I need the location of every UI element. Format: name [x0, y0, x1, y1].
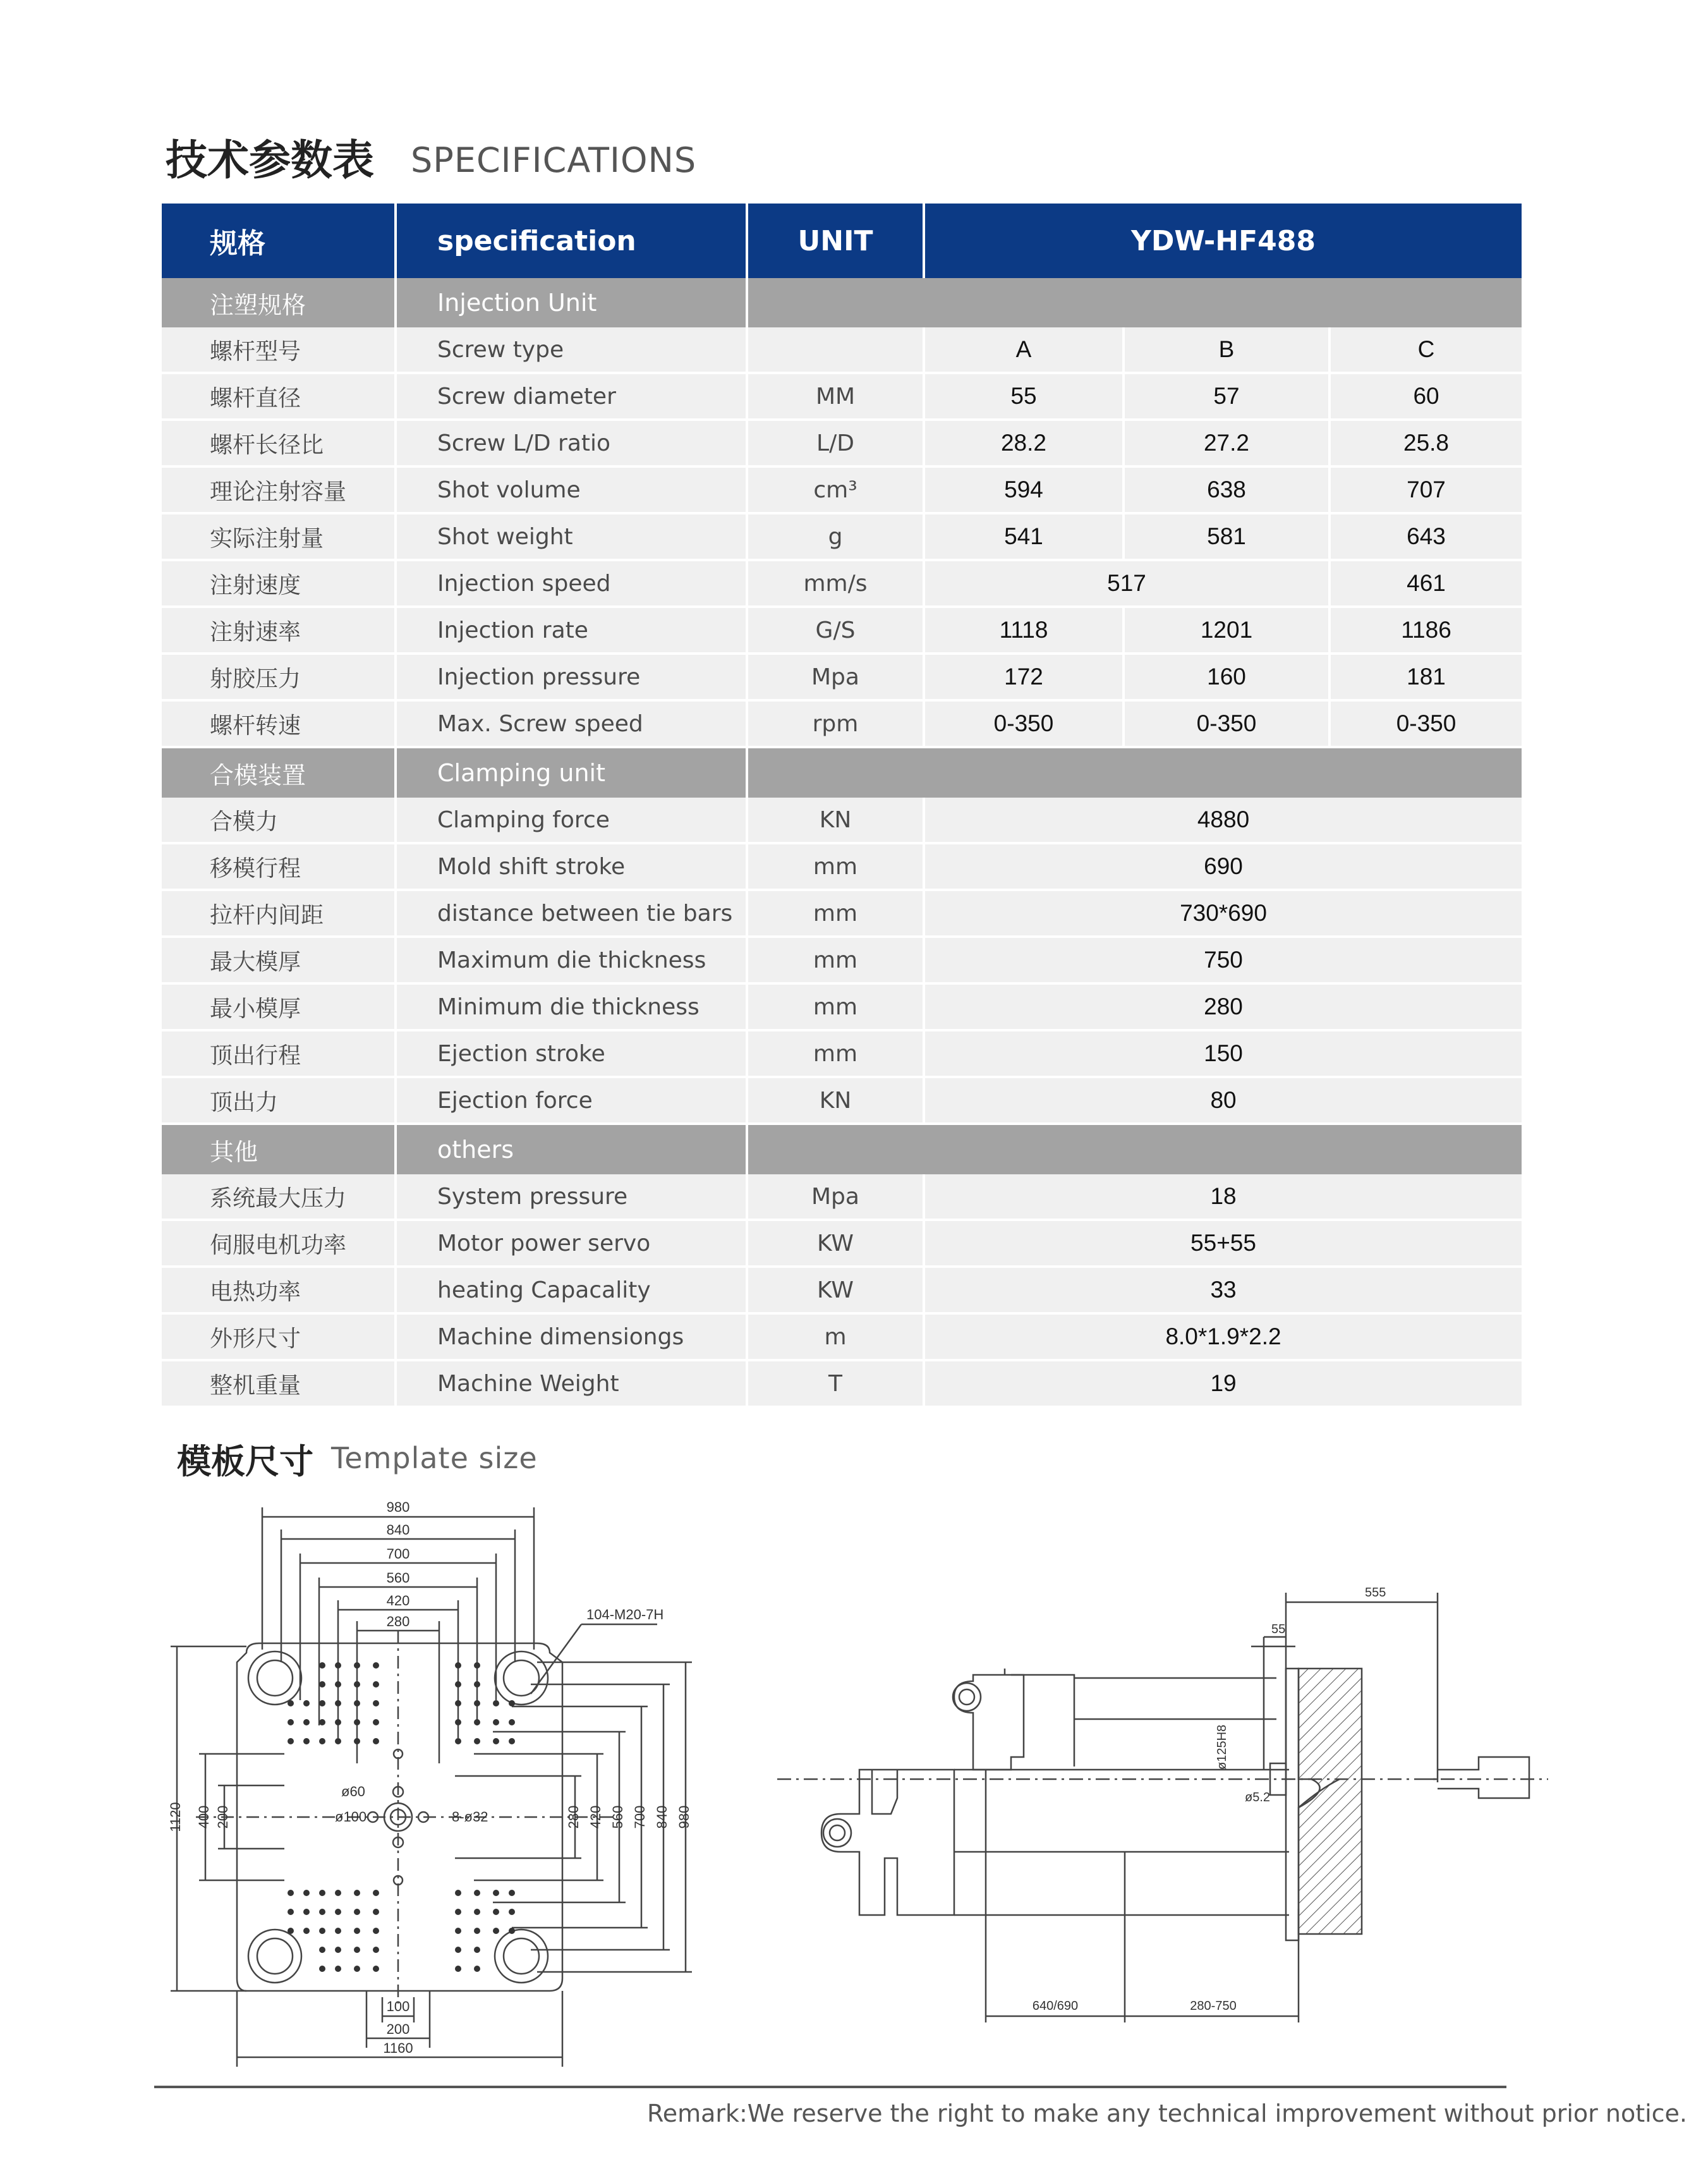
row-label-cn: 电热功率 — [162, 1267, 396, 1313]
section-label-cn: 合模装置 — [162, 747, 396, 798]
row-label-en: Max. Screw speed — [396, 700, 747, 747]
table-row — [162, 1174, 1522, 1220]
bolt-hole-dot — [493, 1890, 499, 1896]
row-label-cn: 最大模厚 — [162, 937, 396, 983]
section-label-en: Clamping unit — [396, 747, 747, 798]
bolt-hole-dot — [474, 1738, 480, 1744]
bolt-hole-dot — [335, 1719, 341, 1725]
section-blank — [747, 747, 1522, 798]
remark-text: Remark:We reserve the right to make any technical improvement without prior notice. — [647, 2100, 1688, 2127]
row-label-cn: 螺杆转速 — [162, 700, 396, 747]
row-unit: T — [747, 1360, 924, 1407]
phi125-label: ø125H8 — [1215, 1724, 1229, 1770]
table-row — [162, 327, 1522, 373]
dim-label: 840 — [386, 1522, 410, 1538]
bolt-hole-dot — [354, 1947, 360, 1953]
row-unit: cm³ — [747, 466, 924, 513]
row-unit: rpm — [747, 700, 924, 747]
bolt-hole-dot — [455, 1966, 461, 1972]
row-label-cn: 注射速率 — [162, 607, 396, 654]
row-value-c: 461 — [1329, 560, 1522, 607]
row-label-cn: 理论注射容量 — [162, 466, 396, 513]
bolt-hole-dot — [373, 1738, 379, 1744]
table-row — [162, 560, 1522, 607]
row-value-b: 0-350 — [1124, 700, 1329, 747]
bolt-hole-dot — [474, 1681, 480, 1688]
row-label-en: Maximum die thickness — [396, 937, 747, 983]
row-label-en: Mold shift stroke — [396, 843, 747, 890]
row-label-en: Machine dimensiongs — [396, 1313, 747, 1360]
row-label-en: Screw diameter — [396, 373, 747, 420]
bolt-hole-dot — [303, 1928, 310, 1934]
section-label-cn: 其他 — [162, 1124, 396, 1174]
dim-label: 200 — [386, 2021, 410, 2037]
row-label-cn: 伺服电机功率 — [162, 1220, 396, 1267]
row-label-cn: 螺杆型号 — [162, 327, 396, 373]
row-label-cn: 射胶压力 — [162, 654, 396, 700]
row-label-en: Screw type — [396, 327, 747, 373]
bolt-hole-dot — [474, 1947, 480, 1953]
row-value: 750 — [924, 937, 1522, 983]
row-unit: Mpa — [747, 1174, 924, 1220]
row-label-cn: 顶出力 — [162, 1077, 396, 1124]
header-cn: 规格 — [162, 204, 396, 278]
section-injection — [162, 278, 1522, 327]
table-row — [162, 890, 1522, 937]
bolt-hole-dot — [303, 1719, 310, 1725]
bolt-hole-dot — [335, 1890, 341, 1896]
bolt-hole-dot — [335, 1662, 341, 1669]
bolt-hole-dot — [455, 1719, 461, 1725]
bolt-hole-dot — [474, 1966, 480, 1972]
table-row — [162, 373, 1522, 420]
row-label-en: Ejection force — [396, 1077, 747, 1124]
bolt-hole-dot — [319, 1719, 325, 1725]
bolt-hole-dot — [354, 1966, 360, 1972]
row-value-c: 707 — [1329, 466, 1522, 513]
row-value-b: 581 — [1124, 513, 1329, 560]
row-value: 19 — [924, 1360, 1522, 1407]
bolt-hole-dot — [354, 1662, 360, 1669]
row-value-a: 172 — [924, 654, 1124, 700]
section-label-en: Injection Unit — [396, 278, 747, 327]
row-unit: mm — [747, 1030, 924, 1077]
row-value-a: A — [924, 327, 1124, 373]
row-value-b: 638 — [1124, 466, 1329, 513]
bolt-hole-dot — [373, 1890, 379, 1896]
row-label-en: Motor power servo — [396, 1220, 747, 1267]
bolt-hole-dot — [474, 1909, 480, 1915]
row-value-a: 541 — [924, 513, 1124, 560]
row-label-cn: 系统最大压力 — [162, 1174, 396, 1220]
row-value-a: 1118 — [924, 607, 1124, 654]
header-specification: specification — [396, 204, 747, 278]
bolt-hole-dot — [474, 1662, 480, 1669]
section-label-en: others — [396, 1124, 747, 1174]
row-value-a: 55 — [924, 373, 1124, 420]
row-value-ab: 517 — [924, 560, 1329, 607]
footer-divider — [154, 2086, 1506, 2088]
row-unit: mm — [747, 983, 924, 1030]
bolt-hole-dot — [335, 1947, 341, 1953]
row-label-en: Injection pressure — [396, 654, 747, 700]
phi100-label: ø100 — [335, 1809, 367, 1825]
bolt-hole-dot — [303, 1890, 310, 1896]
bolt-hole-dot — [319, 1947, 325, 1953]
bolt-hole-dot — [474, 1890, 480, 1896]
specification-table — [162, 204, 1522, 1408]
table-row — [162, 1077, 1522, 1124]
row-value-b: 57 — [1124, 373, 1329, 420]
dim-label: 55 — [1271, 1622, 1286, 1636]
bolt-hole-dot — [509, 1700, 515, 1706]
row-label-cn: 拉杆内间距 — [162, 890, 396, 937]
bolt-hole-dot — [493, 1909, 499, 1915]
bolt-hole-dot — [474, 1719, 480, 1725]
bolt-hole-dot — [493, 1719, 499, 1725]
row-value-c: 1186 — [1329, 607, 1522, 654]
bolt-hole-dot — [335, 1966, 341, 1972]
bolt-hole-dot — [509, 1738, 515, 1744]
bolt-hole-dot — [373, 1719, 379, 1725]
dim-label: 420 — [588, 1805, 603, 1829]
bolt-hole-dot — [335, 1681, 341, 1688]
spec-title-cn: 技术参数表 — [166, 136, 374, 185]
bolt-hole-dot — [373, 1700, 379, 1706]
dim-label: 1120 — [167, 1802, 183, 1832]
bolt-hole-dot — [335, 1738, 341, 1744]
bolt-hole-dot — [455, 1681, 461, 1688]
table-row — [162, 983, 1522, 1030]
phi52-label: ø5.2 — [1245, 1791, 1271, 1804]
dim-label: 1160 — [383, 2040, 413, 2056]
bolt-hole-dot — [509, 1928, 515, 1934]
row-value-b: 1201 — [1124, 607, 1329, 654]
row-label-en: Clamping force — [396, 798, 747, 843]
bolt-hole-dot — [303, 1909, 310, 1915]
row-unit: G/S — [747, 607, 924, 654]
spec-title-en: SPECIFICATIONS — [411, 140, 697, 180]
row-unit: mm — [747, 890, 924, 937]
bolt-hole-dot — [455, 1700, 461, 1706]
row-unit: MM — [747, 373, 924, 420]
dim-label: 560 — [386, 1570, 410, 1586]
section-blank — [747, 278, 1522, 327]
header-model: YDW-HF488 — [924, 204, 1522, 278]
row-value-c: 181 — [1329, 654, 1522, 700]
dim-label: 640/690 — [1032, 1999, 1079, 2013]
row-label-cn: 螺杆直径 — [162, 373, 396, 420]
bolt-hole-dot — [455, 1662, 461, 1669]
table-row — [162, 513, 1522, 560]
row-label-cn: 合模力 — [162, 798, 396, 843]
row-unit: L/D — [747, 420, 924, 466]
bolt-hole-dot — [288, 1928, 294, 1934]
bolt-hole-dot — [319, 1700, 325, 1706]
row-value-b: 27.2 — [1124, 420, 1329, 466]
bolt-hole-dot — [288, 1738, 294, 1744]
table-row — [162, 420, 1522, 466]
bolt-hole-dot — [303, 1738, 310, 1744]
bolt-hole-dot — [455, 1947, 461, 1953]
bolt-hole-dot — [354, 1700, 360, 1706]
bolt-hole-dot — [354, 1681, 360, 1688]
bolt-hole-dot — [319, 1966, 325, 1972]
bolt-hole-dot — [288, 1700, 294, 1706]
bolt-hole-dot — [509, 1909, 515, 1915]
dim-label: 700 — [632, 1805, 648, 1829]
bolt-hole-dot — [354, 1890, 360, 1896]
bolt-hole-dot — [493, 1738, 499, 1744]
row-label-cn: 最小模厚 — [162, 983, 396, 1030]
row-value: 8.0*1.9*2.2 — [924, 1313, 1522, 1360]
row-value: 150 — [924, 1030, 1522, 1077]
dim-label: 280-750 — [1190, 1999, 1237, 2013]
bolt-hole-dot — [373, 1947, 379, 1953]
callout-label: 104-M20-7H — [586, 1607, 664, 1622]
bolt-hole-dot — [319, 1738, 325, 1744]
phi60-label: ø60 — [341, 1784, 365, 1799]
bolt-hole-dot — [373, 1662, 379, 1669]
table-row — [162, 1313, 1522, 1360]
dim-label: 840 — [654, 1805, 670, 1829]
bolt-hole-dot — [493, 1928, 499, 1934]
dim-label: 420 — [386, 1593, 410, 1608]
section-clamping — [162, 747, 1522, 798]
table-row — [162, 937, 1522, 983]
bolt-hole-dot — [493, 1700, 499, 1706]
row-value-c: 0-350 — [1329, 700, 1522, 747]
row-value-a: 0-350 — [924, 700, 1124, 747]
row-value: 4880 — [924, 798, 1522, 843]
row-label-en: Ejection stroke — [396, 1030, 747, 1077]
row-value: 280 — [924, 983, 1522, 1030]
dim-label: 400 — [196, 1805, 212, 1829]
bolt-hole-dot — [373, 1928, 379, 1934]
row-unit: mm/s — [747, 560, 924, 607]
row-unit — [747, 327, 924, 373]
row-label-cn: 注射速度 — [162, 560, 396, 607]
bolt-hole-dot — [319, 1890, 325, 1896]
bolt-hole-dot — [319, 1909, 325, 1915]
row-value-b: B — [1124, 327, 1329, 373]
row-value: 55+55 — [924, 1220, 1522, 1267]
dim-label: 280 — [386, 1614, 410, 1629]
row-unit: mm — [747, 843, 924, 890]
bolt-hole-dot — [455, 1890, 461, 1896]
bolt-hole-dot — [354, 1909, 360, 1915]
row-value: 33 — [924, 1267, 1522, 1313]
row-value-b: 160 — [1124, 654, 1329, 700]
row-label-cn: 实际注射量 — [162, 513, 396, 560]
table-row — [162, 607, 1522, 654]
row-label-cn: 螺杆长径比 — [162, 420, 396, 466]
dim-label: 560 — [610, 1805, 626, 1829]
row-value-a: 28.2 — [924, 420, 1124, 466]
row-value-a: 594 — [924, 466, 1124, 513]
dim-label: 200 — [215, 1805, 231, 1829]
section-label-cn: 注塑规格 — [162, 278, 396, 327]
bolt-hole-dot — [354, 1738, 360, 1744]
template-title-cn: 模板尺寸 — [177, 1442, 313, 1481]
bolt-hole-dot — [303, 1700, 310, 1706]
bolt-hole-dot — [354, 1719, 360, 1725]
row-value-c: 25.8 — [1329, 420, 1522, 466]
row-label-en: Minimum die thickness — [396, 983, 747, 1030]
row-label-en: System pressure — [396, 1174, 747, 1220]
bolt-hole-dot — [335, 1909, 341, 1915]
bolt-hole-dot — [373, 1909, 379, 1915]
header-unit: UNIT — [747, 204, 924, 278]
row-unit: KN — [747, 798, 924, 843]
dim-label: 100 — [386, 1998, 410, 2014]
row-unit: m — [747, 1313, 924, 1360]
bolt-hole-dot — [373, 1966, 379, 1972]
section-blank — [747, 1124, 1522, 1174]
platen-drawing — [158, 1498, 733, 2067]
bolt-hole-dot — [335, 1700, 341, 1706]
row-unit: g — [747, 513, 924, 560]
row-label-cn: 顶出行程 — [162, 1030, 396, 1077]
table-row — [162, 466, 1522, 513]
row-label-en: Machine Weight — [396, 1360, 747, 1407]
row-value: 80 — [924, 1077, 1522, 1124]
row-label-cn: 外形尺寸 — [162, 1313, 396, 1360]
row-value: 18 — [924, 1174, 1522, 1220]
bolt-hole-dot — [288, 1909, 294, 1915]
table-row — [162, 1267, 1522, 1313]
bolt-hole-dot — [509, 1890, 515, 1896]
bolt-hole-dot — [373, 1681, 379, 1688]
dim-label: 700 — [386, 1546, 410, 1562]
row-value: 690 — [924, 843, 1522, 890]
bolt-hole-dot — [474, 1928, 480, 1934]
row-label-cn: 整机重量 — [162, 1360, 396, 1407]
dim-label: 980 — [386, 1499, 410, 1515]
row-label-en: Screw L/D ratio — [396, 420, 747, 466]
holes-label: 8-ø32 — [452, 1809, 488, 1825]
dim-label: 555 — [1365, 1586, 1386, 1600]
row-value-c: 60 — [1329, 373, 1522, 420]
dim-label: 280 — [566, 1805, 581, 1829]
row-label-cn: 移模行程 — [162, 843, 396, 890]
row-unit: mm — [747, 937, 924, 983]
row-unit: KW — [747, 1267, 924, 1313]
table-row — [162, 700, 1522, 747]
row-unit: KW — [747, 1220, 924, 1267]
row-value: 730*690 — [924, 890, 1522, 937]
row-label-en: heating Capacality — [396, 1267, 747, 1313]
row-value-c: C — [1329, 327, 1522, 373]
table-header — [162, 204, 1522, 278]
bolt-hole-dot — [474, 1700, 480, 1706]
bolt-hole-dot — [455, 1928, 461, 1934]
side-view-drawing — [771, 1580, 1554, 2035]
table-row — [162, 1360, 1522, 1407]
dim-label: 980 — [676, 1805, 692, 1829]
bolt-hole-dot — [319, 1681, 325, 1688]
table-row — [162, 654, 1522, 700]
bolt-hole-dot — [319, 1928, 325, 1934]
table-row — [162, 1030, 1522, 1077]
bolt-hole-dot — [455, 1738, 461, 1744]
row-unit: Mpa — [747, 654, 924, 700]
table-row — [162, 843, 1522, 890]
row-value-c: 643 — [1329, 513, 1522, 560]
table-row — [162, 1220, 1522, 1267]
bolt-hole-dot — [319, 1662, 325, 1669]
row-label-en: Injection rate — [396, 607, 747, 654]
bolt-hole-dot — [455, 1909, 461, 1915]
bolt-hole-dot — [288, 1890, 294, 1896]
table-row — [162, 798, 1522, 843]
bolt-hole-dot — [354, 1928, 360, 1934]
section-others — [162, 1124, 1522, 1174]
bolt-hole-dot — [335, 1928, 341, 1934]
row-unit: KN — [747, 1077, 924, 1124]
bolt-hole-dot — [509, 1719, 515, 1725]
row-label-en: Shot weight — [396, 513, 747, 560]
bolt-hole-dot — [288, 1719, 294, 1725]
row-label-en: Shot volume — [396, 466, 747, 513]
row-label-en: distance between tie bars — [396, 890, 747, 937]
template-title-en: Template size — [331, 1441, 538, 1475]
row-label-en: Injection speed — [396, 560, 747, 607]
